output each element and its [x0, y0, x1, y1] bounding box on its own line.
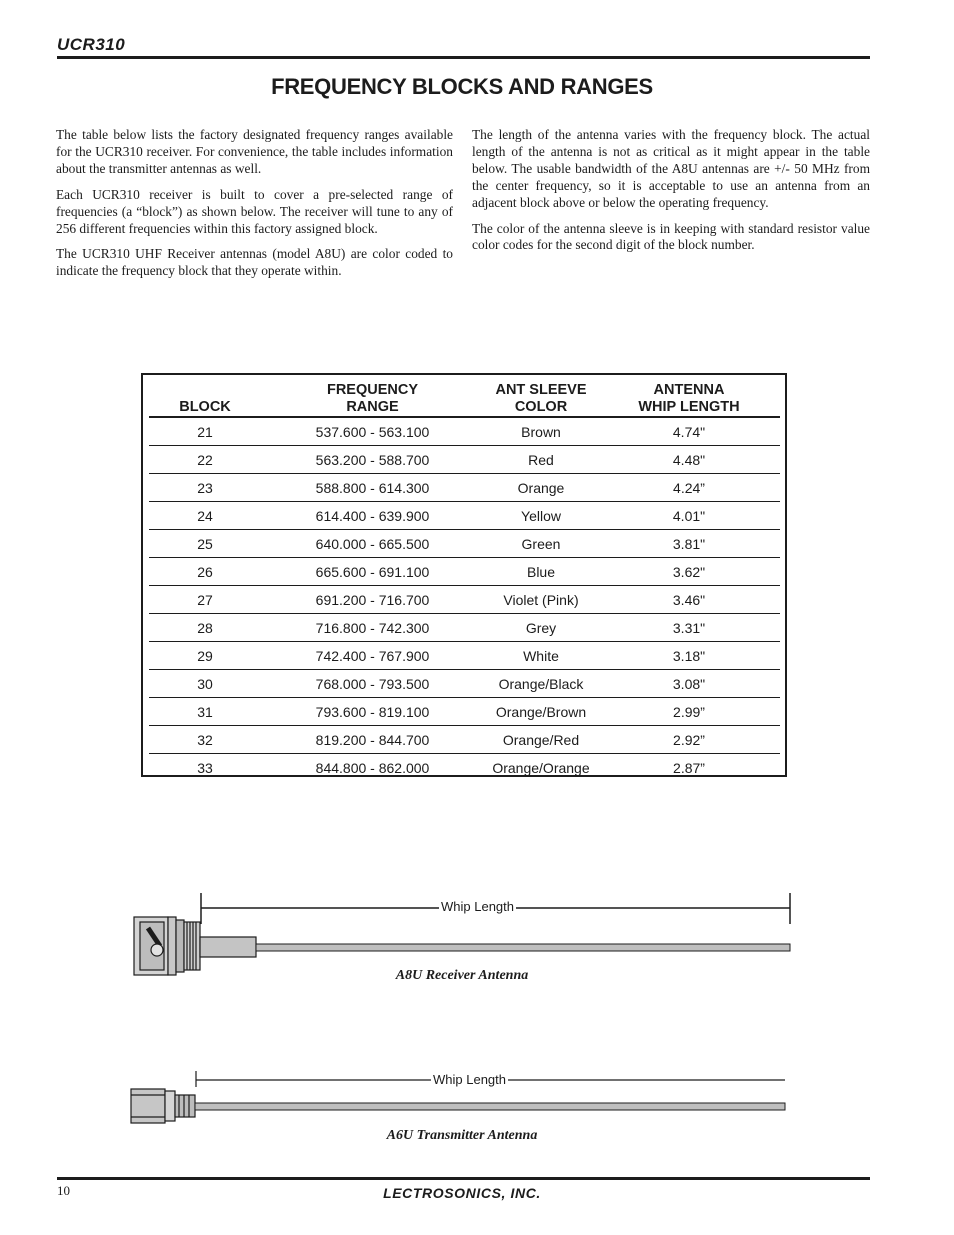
page-number: 10	[57, 1183, 70, 1198]
intro-paragraph: The color of the antenna sleeve is in keeping with standard resistor value color codes for the second digit of the block number.	[472, 220, 870, 253]
table-row	[149, 502, 780, 530]
frequency-table	[149, 378, 780, 781]
intro-right-column	[472, 127, 870, 263]
cell-block: 21	[149, 417, 261, 446]
cell-range: 665.600 - 691.100	[261, 558, 484, 586]
cell-block: 22	[149, 446, 261, 474]
cell-range: 819.200 - 844.700	[261, 726, 484, 754]
cell-range: 793.600 - 819.100	[261, 698, 484, 726]
receiver-whip-length-label: Whip Length	[441, 899, 514, 914]
cell-length: 2.99”	[598, 698, 780, 726]
cell-block: 25	[149, 530, 261, 558]
cell-length: 4.74"	[598, 417, 780, 446]
table-row	[149, 586, 780, 614]
intro-paragraph: The length of the antenna varies with the frequency block. The actual length of the antenna is not as critical as it might appear in the table below. The usable bandwidth of the A8U antennas are +/- 50 MHz from the center frequency, so it is acceptable to use an antenna from an adjacent block above or below the operating frequency.	[472, 127, 870, 210]
cell-block: 23	[149, 474, 261, 502]
cell-range: 537.600 - 563.100	[261, 417, 484, 446]
cell-range: 640.000 - 665.500	[261, 530, 484, 558]
page-title: FREQUENCY BLOCKS AND RANGES	[271, 74, 653, 99]
table-row	[149, 754, 780, 782]
cell-length: 3.81"	[598, 530, 780, 558]
cell-color: Orange/Brown	[484, 698, 598, 726]
intro-paragraph: The UCR310 UHF Receiver antennas (model A8U) are color coded to indicate the frequency block that they operate within.	[56, 246, 453, 279]
bnc-connector-icon	[134, 917, 256, 975]
cell-length: 3.31"	[598, 614, 780, 642]
cell-length: 3.08"	[598, 670, 780, 698]
cell-color: Grey	[484, 614, 598, 642]
cell-range: 716.800 - 742.300	[261, 614, 484, 642]
table-row	[149, 474, 780, 502]
intro-paragraph: Each UCR310 receiver is built to cover a pre-selected range of frequencies (a “block”) as shown below. The receiver will tune to any of 256 different frequencies within this factory assigned block.	[56, 186, 453, 236]
cell-range: 614.400 - 639.900	[261, 502, 484, 530]
table-row	[149, 446, 780, 474]
cell-color: Orange/Black	[484, 670, 598, 698]
cell-block: 32	[149, 726, 261, 754]
footer-rule	[57, 1177, 870, 1180]
cell-block: 24	[149, 502, 261, 530]
cell-block: 26	[149, 558, 261, 586]
table-row	[149, 726, 780, 754]
cell-length: 4.24”	[598, 474, 780, 502]
cell-color: Violet (Pink)	[484, 586, 598, 614]
cell-range: 563.200 - 588.700	[261, 446, 484, 474]
cell-range: 588.800 - 614.300	[261, 474, 484, 502]
cell-length: 2.87”	[673, 759, 705, 776]
transmitter-whip-rod	[195, 1103, 785, 1110]
model-header: UCR310	[57, 35, 126, 54]
header-rule	[57, 56, 870, 59]
cell-length: 3.18"	[598, 642, 780, 670]
cell-color: White	[484, 642, 598, 670]
table-row	[149, 558, 780, 586]
header-whip-length: ANTENNA WHIP LENGTH	[598, 378, 780, 417]
cell-block: 27	[149, 586, 261, 614]
table-row	[149, 670, 780, 698]
cell-color: Red	[484, 446, 598, 474]
cell-block: 33	[197, 759, 213, 776]
transmitter-whip-length-label: Whip Length	[433, 1072, 506, 1087]
cell-block: 29	[149, 642, 261, 670]
table-row	[149, 698, 780, 726]
cell-color: Orange	[484, 474, 598, 502]
intro-left-column	[56, 127, 453, 289]
header-frequency-range: FREQUENCY RANGE	[261, 378, 484, 417]
cell-color: Green	[484, 530, 598, 558]
cell-color: Yellow	[484, 502, 598, 530]
header-sleeve-color: ANT SLEEVE COLOR	[484, 378, 598, 417]
table-row	[149, 530, 780, 558]
cell-color: Orange/Orange	[492, 759, 590, 776]
transmitter-antenna-caption: A6U Transmitter Antenna	[386, 1128, 538, 1143]
cell-range: 742.400 - 767.900	[261, 642, 484, 670]
cell-color: Brown	[484, 417, 598, 446]
table-header-row	[149, 378, 780, 417]
cell-block: 28	[149, 614, 261, 642]
cell-color: Blue	[484, 558, 598, 586]
cell-block: 30	[149, 670, 261, 698]
cell-length: 3.62"	[598, 558, 780, 586]
table-row	[149, 417, 780, 446]
receiver-whip-rod	[256, 944, 790, 951]
table-row	[149, 614, 780, 642]
cell-color: Orange/Red	[484, 726, 598, 754]
cell-length: 4.01"	[598, 502, 780, 530]
cell-range: 691.200 - 716.700	[261, 586, 484, 614]
cell-length: 4.48"	[598, 446, 780, 474]
cell-length: 3.46"	[598, 586, 780, 614]
company-name: LECTROSONICS, INC.	[383, 1185, 541, 1201]
cell-block: 31	[149, 698, 261, 726]
header-block: BLOCK	[149, 378, 261, 417]
intro-paragraph: The table below lists the factory designated frequency ranges available for the UCR310 receiver. For convenience, the table includes information about the transmitter antennas as well.	[56, 127, 453, 176]
cell-length: 2.92”	[598, 726, 780, 754]
receiver-antenna-caption: A8U Receiver Antenna	[395, 968, 529, 983]
sma-connector-icon	[131, 1089, 195, 1123]
cell-range: 844.800 - 862.000	[315, 759, 430, 776]
cell-range: 768.000 - 793.500	[261, 670, 484, 698]
table-row	[149, 642, 780, 670]
